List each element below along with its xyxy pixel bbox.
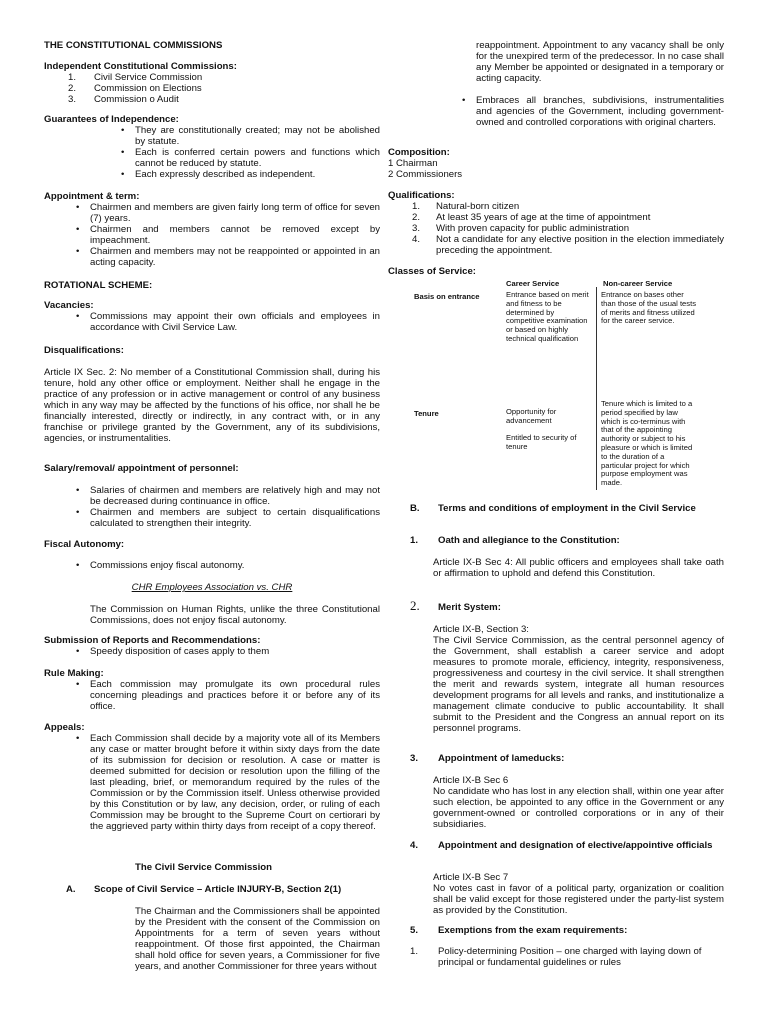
- scope-heading: Scope of Civil Service – Article INJURY-B, Section 2(1): [94, 884, 342, 895]
- row-basis-label: Basis on entrance: [414, 292, 480, 301]
- list-item: • Commissions may appoint their own officials and employees in accordance with Civil Service Law.: [90, 311, 380, 333]
- col-career-header: Career Service: [506, 279, 560, 288]
- appointment-heading: Appointment & term:: [44, 191, 140, 202]
- s3-ref: Article IX-B Sec 6: [433, 775, 509, 786]
- list-item: 1. Natural-born citizen: [412, 201, 520, 212]
- composition-commissioners: 2 Commissioners: [388, 169, 463, 180]
- s4-heading: Appointment and designation of elective/appointive officials: [438, 840, 713, 851]
- list-item: 3. With proven capacity for public administration: [412, 223, 630, 234]
- row-tenure-career-a: Opportunity for advancement: [506, 407, 557, 425]
- s1-label: 1.: [410, 535, 419, 546]
- s4-text: No votes cast in favor of a political party, organization or coalition shall be valid except for those registered under the party-list system as provided by the Constitution.: [433, 883, 724, 916]
- commissions-list: [44, 72, 380, 105]
- appointment-list: [90, 202, 380, 268]
- csc-heading: The Civil Service Commission: [135, 862, 273, 873]
- s5-item-label: 1.: [410, 946, 419, 957]
- rule-list: [90, 679, 380, 712]
- scope-text: The Chairman and the Commissioners shall be appointed by the President with the consent of the Commission on Appointments for a term of seven years without reappointment. Of those first appointed, the Chairman shall hold office for seven years, a Commissioner for five years, and another Commissioner for three years without: [135, 906, 380, 972]
- list-item: 3. Commission o Audit: [68, 94, 179, 105]
- composition-heading: Composition:: [388, 147, 450, 158]
- submission-heading: Submission of Reports and Recommendations:: [44, 635, 261, 646]
- s3-label: 3.: [410, 753, 419, 764]
- col-noncareer-header: Non-career Service: [603, 279, 673, 288]
- list-item: 2. Commission on Elections: [68, 83, 202, 94]
- s1-text: Article IX-B Sec 4: All public officers and employees shall take oath or affirmation to uphold and defend this Constitution.: [433, 557, 724, 579]
- guarantees-list: [135, 125, 380, 180]
- classes-heading: Classes of Service:: [388, 266, 476, 277]
- guarantees-heading: Guarantees of Independence:: [44, 114, 179, 125]
- s2-label: 2.: [410, 598, 420, 613]
- salary-list: [90, 485, 380, 529]
- vacancies-list: [90, 311, 380, 333]
- vacancies-heading: Vacancies:: [44, 300, 94, 311]
- qualifications-list: [388, 201, 724, 256]
- list-item: • Chairmen and members may not be reappointed or appointed in an acting capacity.: [90, 246, 380, 268]
- disqualifications-heading: Disqualifications:: [44, 345, 124, 356]
- list-item: 1. Civil Service Commission: [68, 72, 203, 83]
- chr-text: The Commission on Human Rights, unlike the three Constitutional Commissions, does not enjoy fiscal autonomy.: [90, 604, 380, 626]
- list-item: • Embraces all branches, subdivisions, instrumentalities and agencies of the Government, including government-owned and controlled corporations with original charters.: [476, 95, 724, 128]
- list-item: • Commissions enjoy fiscal autonomy.: [90, 560, 380, 571]
- qualifications-heading: Qualifications:: [388, 190, 455, 201]
- list-item: • Speedy disposition of cases apply to them: [90, 646, 380, 657]
- row-tenure-career-b: Entitled to security of tenure: [506, 433, 577, 451]
- section-b-heading: Terms and conditions of employment in the Civil Service: [438, 503, 696, 514]
- list-item: • Each commission may promulgate its own procedural rules concerning pleadings and practices before it or before any of its office.: [90, 679, 380, 712]
- list-item: • Each expressly described as independent.: [135, 169, 380, 180]
- list-item: • They are constitutionally created; may not be abolished by statute.: [135, 125, 380, 147]
- s3-text: No candidate who has lost in any election shall, within one year after such election, be appointed to any office in the Government or any government-owned or controlled corporations or in any of their subsidiaries.: [433, 786, 724, 830]
- s2-ref: Article IX-B, Section 3:: [433, 624, 529, 635]
- s5-heading: Exemptions from the exam requirements:: [438, 925, 628, 936]
- submission-list: [90, 646, 380, 657]
- s4-ref: Article IX-B Sec 7: [433, 872, 509, 883]
- list-item: • Salaries of chairmen and members are relatively high and may not be decreased during continuance in office.: [90, 485, 380, 507]
- row-tenure-noncareer: Tenure which is limited to a period specified by law which is co-terminus with that of the appointing authority or subject to his pleasure or which is limited to the duration of a particular project for which purpose employment was made.: [601, 399, 693, 488]
- row-basis-career: Entrance based on merit and fitness to be determined by competitive examination or based on highly technical qualification: [506, 290, 589, 343]
- composition-chairman: 1 Chairman: [388, 158, 438, 169]
- fiscal-list: [90, 560, 380, 571]
- rule-heading: Rule Making:: [44, 668, 104, 679]
- appeals-heading: Appeals:: [44, 722, 85, 733]
- fiscal-heading: Fiscal Autonomy:: [44, 539, 125, 550]
- s5-item: Policy-determining Position – one charged with laying down of principal or fundamental guidelines or rules: [438, 946, 702, 968]
- list-item: 2. At least 35 years of age at the time of appointment: [412, 212, 651, 223]
- chr-case-title: CHR Employees Association vs. CHR: [131, 582, 293, 593]
- s1-heading: Oath and allegiance to the Constitution:: [438, 535, 620, 546]
- row-tenure-label: Tenure: [414, 409, 439, 418]
- table-divider: [596, 287, 597, 490]
- document-title: THE CONSTITUTIONAL COMMISSIONS: [44, 40, 223, 51]
- list-item: • Each is conferred certain powers and functions which cannot be reduced by statute.: [135, 147, 380, 169]
- s2-heading: Merit System:: [438, 602, 501, 613]
- appeals-list: [90, 733, 380, 832]
- independent-heading: Independent Constitutional Commissions:: [44, 61, 237, 72]
- row-basis-noncareer: Entrance on bases other than those of the usual tests of merits and fitness utilized for the career service.: [601, 290, 696, 326]
- scope-label: A.: [66, 884, 76, 895]
- section-b-label: B.: [410, 503, 420, 514]
- rotational-heading: ROTATIONAL SCHEME:: [44, 280, 153, 291]
- s4-label: 4.: [410, 840, 419, 851]
- list-item: • Chairmen and members are subject to certain disqualifications calculated to strengthen their integrity.: [90, 507, 380, 529]
- s2-text: The Civil Service Commission, as the central personnel agency of the Government, shall establish a career service and adopt measures to promote morale, efficiency, integrity, responsiveness, progressiveness and courtesy in the civil service. It shall strengthen the merit and rewards system, integrate all human resources development programs for all levels and ranks, and institutionalize a management climate conducive to public accountability. It shall submit to the President and the Congress an annual report on its personnel programs.: [433, 635, 724, 734]
- list-item: • Chairmen and members cannot be removed except by impeachment.: [90, 224, 380, 246]
- salary-heading: Salary/removal/ appointment of personnel:: [44, 463, 239, 474]
- list-item: • Each Commission shall decide by a majority vote all of its Members any case or matter brought before it within sixty days from the date of its submission for decision or resolution. A case or matter is deemed submitted for decision or resolution upon the filling of the last pleading, brief, or memorandum required by the rules of the Commission or by the Commission itself. Unless otherwise provided by this Constitution or by law, any decision, order, or ruling of each Commission may be brought to the Supreme Court on certiorari by the aggrieved party within thirty days from receipt of a copy thereof.: [90, 733, 380, 832]
- list-item: • Chairmen and members are given fairly long term of office for seven (7) years.: [90, 202, 380, 224]
- embraces-list: [476, 95, 724, 128]
- s5-label: 5.: [410, 925, 419, 936]
- disqualifications-text: Article IX Sec. 2: No member of a Constitutional Commission shall, during his tenure, hold any other office or employment. Neither shall he engage in the practice of any profession or in active management or control of any business which in any way may be affected by the functions of his office, nor shall he be financially interested, directly or indirectly, in any contract with, or in any franchise or privilege granted by the Government, any of its subdivisions, agencies, or instrumentalities.: [44, 367, 380, 444]
- list-item: 4. Not a candidate for any elective position in the election immediately preceding the appointment.: [412, 234, 724, 256]
- continued-text: reappointment. Appointment to any vacancy shall be only for the unexpired term of the predecessor. In no case shall any Member be appointed or designated in a temporary or acting capacity.: [476, 40, 724, 84]
- s3-heading: Appointment of lameducks:: [438, 753, 565, 764]
